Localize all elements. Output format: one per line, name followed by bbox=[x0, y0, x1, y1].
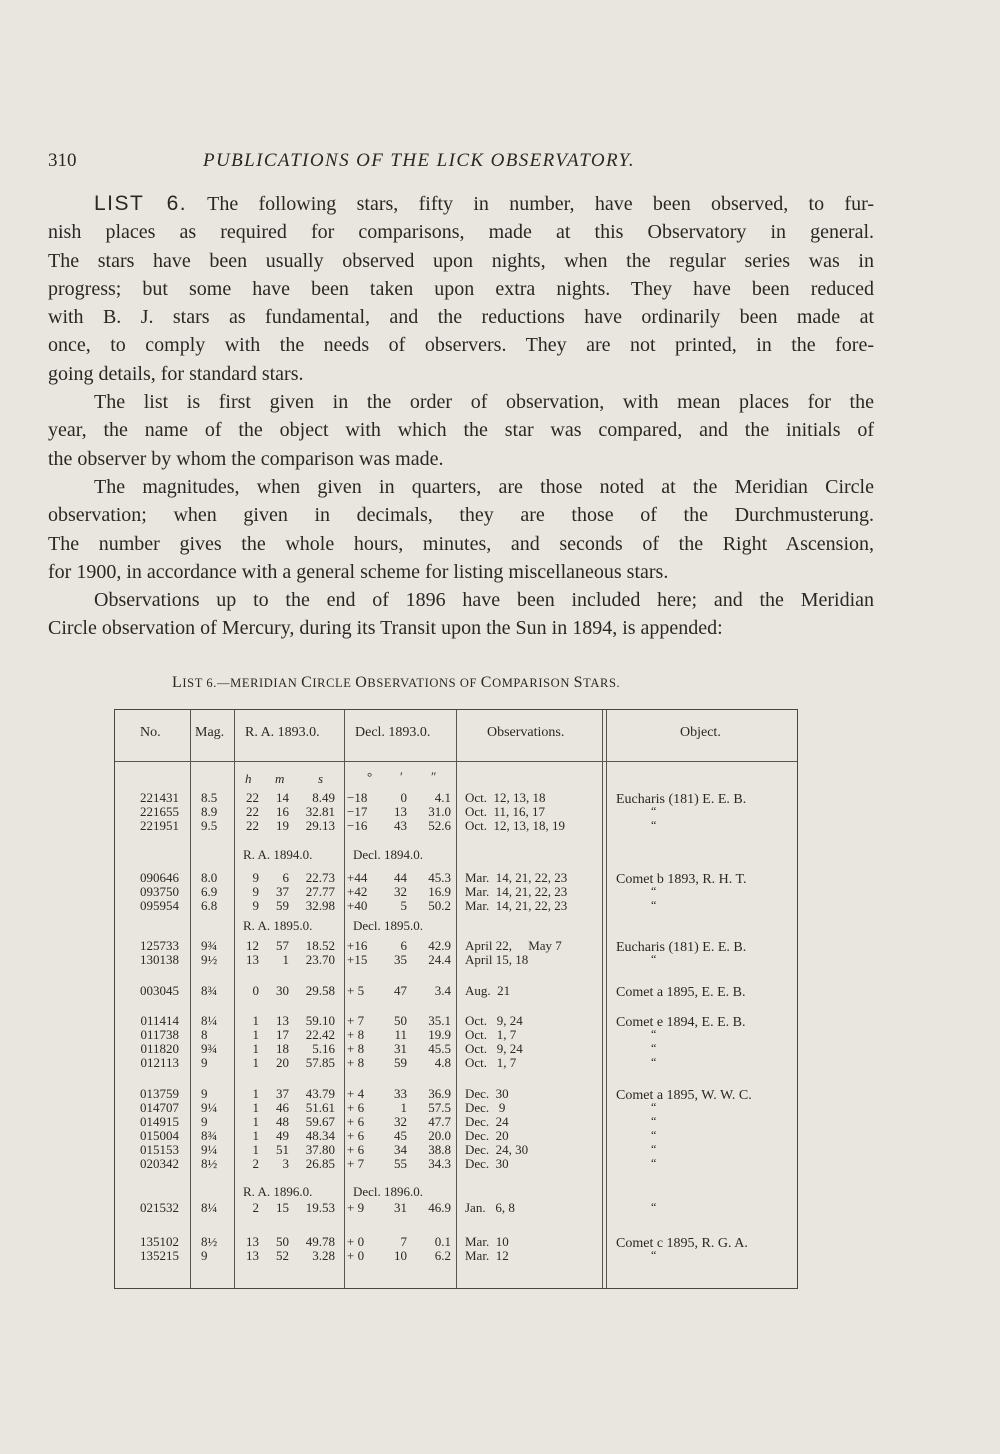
ra-seconds: 32.81 bbox=[305, 804, 335, 819]
decl-arcmin: 55 bbox=[394, 1156, 407, 1171]
decl-degrees: + 0 bbox=[347, 1234, 365, 1249]
decl-arcsec: 35.1 bbox=[428, 1013, 451, 1028]
ra-minutes: 48 bbox=[276, 1114, 289, 1129]
magnitude: 8¼ bbox=[201, 1013, 218, 1028]
ra-minutes: 51 bbox=[276, 1142, 289, 1157]
decl-degrees: + 9 bbox=[347, 1200, 365, 1215]
ra-seconds: 29.58 bbox=[305, 983, 335, 998]
observation-dates: Oct. 12, 13, 18 bbox=[465, 790, 546, 805]
decl-degrees: + 5 bbox=[347, 983, 365, 998]
star-number: 015153 bbox=[140, 1142, 179, 1157]
decl-arcsec: 4.1 bbox=[434, 790, 451, 805]
star-number: 021532 bbox=[140, 1200, 179, 1215]
column-rule bbox=[456, 710, 457, 1288]
caption-part: ERIDIAN bbox=[241, 676, 302, 690]
magnitude: 6.8 bbox=[201, 898, 218, 913]
intro-line: the observer by whom the comparison was made. bbox=[48, 447, 444, 470]
ra-hours: 1 bbox=[252, 1142, 259, 1157]
object-name: Comet c 1895, R. G. A. bbox=[616, 1236, 748, 1251]
ra-minutes: 1 bbox=[282, 952, 289, 967]
observation-dates: Dec. 24, 30 bbox=[465, 1142, 529, 1157]
decl-arcmin: 6 bbox=[400, 938, 407, 953]
magnitude: 9¼ bbox=[201, 1142, 218, 1157]
decl-degrees: + 6 bbox=[347, 1114, 365, 1129]
decl-arcmin: 59 bbox=[394, 1055, 407, 1070]
decl-arcmin: 33 bbox=[394, 1086, 407, 1101]
decl-arcsec: 6.2 bbox=[434, 1248, 451, 1263]
observation-dates: April 15, 18 bbox=[465, 952, 529, 967]
list-label: LIST 6. bbox=[94, 192, 188, 215]
observation-dates: Oct. 1, 7 bbox=[465, 1027, 517, 1042]
ra-hours: 22 bbox=[246, 818, 259, 833]
ditto-mark: “ bbox=[651, 804, 657, 818]
page-number: 310 bbox=[48, 150, 77, 171]
intro-line: going details, for standard stars. bbox=[48, 362, 304, 385]
observation-dates: Dec. 24 bbox=[465, 1114, 509, 1129]
ditto-mark: “ bbox=[651, 818, 657, 832]
star-number: 003045 bbox=[140, 983, 179, 998]
ra-hours: 1 bbox=[252, 1041, 259, 1056]
decl-degrees: −18 bbox=[347, 790, 368, 805]
ra-seconds: 51.61 bbox=[305, 1100, 335, 1115]
ra-minutes: 37 bbox=[276, 884, 289, 899]
page-header bbox=[48, 150, 878, 180]
ra-minutes: 19 bbox=[276, 818, 289, 833]
decl-degrees: +15 bbox=[347, 952, 368, 967]
star-number: 125733 bbox=[140, 938, 179, 953]
observation-dates: Dec. 30 bbox=[465, 1156, 509, 1171]
magnitude: 8½ bbox=[201, 1156, 218, 1171]
intro-line: The list is first given in the order of observation, with mean places for the bbox=[94, 391, 874, 414]
ra-minutes: 20 bbox=[276, 1055, 289, 1070]
decl-arcmin: 34 bbox=[394, 1142, 407, 1157]
star-number: 011820 bbox=[140, 1041, 179, 1056]
ra-seconds: 59.67 bbox=[305, 1114, 335, 1129]
ra-minutes: 13 bbox=[276, 1013, 289, 1028]
magnitude: 8¾ bbox=[201, 1128, 218, 1143]
decl-arcmin: 35 bbox=[394, 952, 407, 967]
ra-hours: 12 bbox=[246, 938, 259, 953]
object-name: Comet e 1894, E. E. B. bbox=[616, 1015, 746, 1030]
star-number: 135215 bbox=[140, 1248, 179, 1263]
ra-minutes: 30 bbox=[276, 983, 289, 998]
decl-degrees: + 6 bbox=[347, 1142, 365, 1157]
decl-arcmin: 32 bbox=[394, 884, 407, 899]
ditto-mark: “ bbox=[651, 1200, 657, 1214]
ra-minutes: 50 bbox=[276, 1234, 289, 1249]
ra-hours: 1 bbox=[252, 1013, 259, 1028]
header-ra: R. A. 1893.0. bbox=[245, 725, 320, 740]
ra-minutes: 46 bbox=[276, 1100, 289, 1115]
observation-dates: Dec. 30 bbox=[465, 1086, 509, 1101]
decl-arcsec: 45.5 bbox=[428, 1041, 451, 1056]
ditto-mark: “ bbox=[651, 952, 657, 966]
decl-arcsec: 4.8 bbox=[434, 1055, 451, 1070]
ra-hours: 13 bbox=[246, 1248, 259, 1263]
header-no: No. bbox=[140, 725, 161, 740]
intro-line: Observations up to the end of 1896 have been included here; and the Meridian bbox=[94, 589, 874, 612]
star-number: 011414 bbox=[140, 1013, 179, 1028]
ra-seconds: 59.10 bbox=[305, 1013, 335, 1028]
decl-arcsec: 20.0 bbox=[428, 1128, 451, 1143]
intro-line-text: The following stars, fifty in number, have been observed, to fur- bbox=[207, 193, 874, 215]
star-number: 011738 bbox=[140, 1027, 179, 1042]
ra-hours: 1 bbox=[252, 1055, 259, 1070]
decl-arcsec: 46.9 bbox=[428, 1200, 451, 1215]
decl-degrees: + 4 bbox=[347, 1086, 365, 1101]
ditto-mark: “ bbox=[651, 884, 657, 898]
star-number: 135102 bbox=[140, 1234, 179, 1249]
decl-arcmin: 11 bbox=[394, 1027, 407, 1042]
intro-line: for 1900, in accordance with a general scheme for listing miscellaneous stars. bbox=[48, 560, 669, 583]
ra-hours: 1 bbox=[252, 1086, 259, 1101]
ra-hours: 0 bbox=[252, 983, 259, 998]
magnitude: 8½ bbox=[201, 1234, 218, 1249]
observation-dates: Jan. 6, 8 bbox=[465, 1200, 515, 1215]
decl-degrees: + 7 bbox=[347, 1156, 365, 1171]
column-rule bbox=[602, 710, 603, 1288]
magnitude: 9 bbox=[201, 1248, 208, 1263]
epoch-ra-label: R. A. 1894.0. bbox=[243, 847, 313, 862]
decl-arcsec: 47.7 bbox=[428, 1114, 451, 1129]
ditto-mark: “ bbox=[651, 1128, 657, 1142]
decl-arcmin: 50 bbox=[394, 1013, 407, 1028]
observation-dates: Mar. 14, 21, 22, 23 bbox=[465, 884, 568, 899]
decl-arcsec: 0.1 bbox=[434, 1234, 451, 1249]
star-number: 095954 bbox=[140, 898, 179, 913]
decl-arcmin: 5 bbox=[400, 898, 407, 913]
object-name: Comet a 1895, E. E. B. bbox=[616, 985, 746, 1000]
ditto-mark: “ bbox=[651, 1142, 657, 1156]
ra-hours: 9 bbox=[252, 870, 259, 885]
magnitude: 6.9 bbox=[201, 884, 218, 899]
observation-dates: Mar. 10 bbox=[465, 1234, 509, 1249]
star-number: 090646 bbox=[140, 870, 179, 885]
ra-seconds: 8.49 bbox=[312, 790, 335, 805]
object-name: Comet a 1895, W. W. C. bbox=[616, 1088, 752, 1103]
ra-seconds: 22.42 bbox=[305, 1027, 335, 1042]
intro-line: observation; when given in decimals, they are those of the Durchmusterung. bbox=[48, 504, 874, 527]
observation-dates: Oct. 12, 13, 18, 19 bbox=[465, 818, 566, 833]
ra-seconds: 3.28 bbox=[312, 1248, 335, 1263]
decl-arcmin: 32 bbox=[394, 1114, 407, 1129]
caption-part: O bbox=[355, 674, 368, 691]
decl-degrees: + 8 bbox=[347, 1027, 365, 1042]
decl-arcmin: 44 bbox=[394, 870, 407, 885]
magnitude: 8 bbox=[201, 1027, 208, 1042]
magnitude: 9 bbox=[201, 1055, 208, 1070]
ra-minutes: 17 bbox=[276, 1027, 289, 1042]
ditto-mark: “ bbox=[651, 1055, 657, 1069]
decl-degrees: −17 bbox=[347, 804, 368, 819]
ra-minutes: 6 bbox=[282, 870, 289, 885]
magnitude: 9¼ bbox=[201, 1100, 218, 1115]
caption-part: C bbox=[301, 674, 313, 691]
ra-seconds: 23.70 bbox=[305, 952, 335, 967]
observation-dates: April 22, May 7 bbox=[465, 938, 562, 953]
ra-seconds: 32.98 bbox=[305, 898, 335, 913]
epoch-decl-label: Decl. 1896.0. bbox=[353, 1184, 424, 1199]
intro-text bbox=[48, 190, 874, 643]
decl-arcsec: 31.0 bbox=[428, 804, 451, 819]
observation-dates: Dec. 9 bbox=[465, 1100, 506, 1115]
intro-line: The magnitudes, when given in quarters, are those noted at the Meridian Circle bbox=[94, 475, 874, 498]
decl-degrees: + 8 bbox=[347, 1041, 365, 1056]
observation-dates: Oct. 9, 24 bbox=[465, 1041, 523, 1056]
magnitude: 8.5 bbox=[201, 790, 218, 805]
column-rule bbox=[190, 710, 191, 1288]
observation-dates: Mar. 14, 21, 22, 23 bbox=[465, 898, 568, 913]
magnitude: 9 bbox=[201, 1114, 208, 1129]
ditto-mark: “ bbox=[651, 1041, 657, 1055]
decl-degrees: + 0 bbox=[347, 1248, 365, 1263]
ra-hours: 1 bbox=[252, 1100, 259, 1115]
unit-arcmin: ′ bbox=[400, 769, 403, 784]
ra-seconds: 5.16 bbox=[312, 1041, 335, 1056]
star-number: 130138 bbox=[140, 952, 179, 967]
decl-arcmin: 43 bbox=[394, 818, 407, 833]
magnitude: 8.9 bbox=[201, 804, 218, 819]
caption-part: C bbox=[480, 674, 493, 691]
ra-minutes: 16 bbox=[276, 804, 289, 819]
decl-arcsec: 42.9 bbox=[428, 938, 451, 953]
ra-seconds: 19.53 bbox=[305, 1200, 335, 1215]
ra-minutes: 52 bbox=[276, 1248, 289, 1263]
magnitude: 9.5 bbox=[201, 818, 218, 833]
ra-hours: 22 bbox=[246, 790, 259, 805]
decl-arcsec: 50.2 bbox=[428, 898, 451, 913]
ra-hours: 9 bbox=[252, 884, 259, 899]
ra-minutes: 37 bbox=[276, 1086, 289, 1101]
decl-arcsec: 52.6 bbox=[428, 818, 451, 833]
ra-seconds: 27.77 bbox=[305, 884, 335, 899]
ditto-mark: “ bbox=[651, 1156, 657, 1170]
ditto-mark: “ bbox=[651, 1114, 657, 1128]
decl-arcsec: 34.3 bbox=[428, 1156, 451, 1171]
ra-hours: 9 bbox=[252, 898, 259, 913]
decl-degrees: +40 bbox=[347, 898, 368, 913]
object-name: Eucharis (181) E. E. B. bbox=[616, 940, 747, 955]
unit-degrees: ° bbox=[367, 769, 373, 784]
intro-line: nish places as required for comparisons, made at this Observatory in general. bbox=[48, 221, 874, 244]
ra-seconds: 18.52 bbox=[305, 938, 335, 953]
intro-line: with B. J. stars as fundamental, and the reductions have ordinarily been made at bbox=[48, 306, 874, 329]
ra-hours: 1 bbox=[252, 1114, 259, 1129]
ra-hours: 2 bbox=[252, 1200, 259, 1215]
decl-degrees: −16 bbox=[347, 818, 368, 833]
header-mag: Mag. bbox=[195, 725, 225, 740]
decl-arcmin: 0 bbox=[400, 790, 407, 805]
decl-degrees: + 7 bbox=[347, 1013, 365, 1028]
comparison-stars-table bbox=[114, 709, 798, 1289]
star-number: 013759 bbox=[140, 1086, 179, 1101]
epoch-ra-label: R. A. 1896.0. bbox=[243, 1184, 313, 1199]
caption-part: S bbox=[573, 674, 584, 691]
ra-hours: 1 bbox=[252, 1128, 259, 1143]
caption-part: OMPARISON bbox=[492, 676, 574, 690]
caption-part: IST 6.—M bbox=[182, 676, 242, 690]
ra-minutes: 3 bbox=[282, 1156, 289, 1171]
ra-seconds: 37.80 bbox=[305, 1142, 335, 1157]
observation-dates: Dec. 20 bbox=[465, 1128, 509, 1143]
decl-arcsec: 24.4 bbox=[428, 952, 451, 967]
decl-degrees: + 6 bbox=[347, 1128, 365, 1143]
intro-line: progress; but some have been taken upon extra nights. They have been reduced bbox=[48, 277, 874, 300]
ra-hours: 13 bbox=[246, 1234, 259, 1249]
star-number: 015004 bbox=[140, 1128, 179, 1143]
intro-line: Circle observation of Mercury, during its Transit upon the Sun in 1894, is appended: bbox=[48, 617, 723, 640]
ra-hours: 1 bbox=[252, 1027, 259, 1042]
ra-seconds: 29.13 bbox=[305, 818, 335, 833]
decl-arcsec: 38.8 bbox=[428, 1142, 451, 1157]
magnitude: 8¼ bbox=[201, 1200, 218, 1215]
decl-arcmin: 31 bbox=[394, 1200, 407, 1215]
ra-seconds: 26.85 bbox=[305, 1156, 335, 1171]
header-rule bbox=[115, 761, 797, 762]
ra-seconds: 43.79 bbox=[305, 1086, 335, 1101]
header-object: Object. bbox=[680, 725, 721, 740]
star-number: 093750 bbox=[140, 884, 179, 899]
column-rule bbox=[344, 710, 345, 1288]
decl-arcsec: 16.9 bbox=[428, 884, 451, 899]
star-number: 014707 bbox=[140, 1100, 179, 1115]
table-caption bbox=[172, 674, 620, 692]
ra-hours: 13 bbox=[246, 952, 259, 967]
observation-dates: Oct. 9, 24 bbox=[465, 1013, 523, 1028]
star-number: 221951 bbox=[140, 818, 179, 833]
unit-arcsec: ″ bbox=[431, 769, 437, 784]
decl-arcsec: 45.3 bbox=[428, 870, 451, 885]
unit-seconds: s bbox=[318, 771, 324, 786]
decl-arcsec: 57.5 bbox=[428, 1100, 451, 1115]
caption-part: L bbox=[172, 674, 183, 691]
running-title: PUBLICATIONS OF THE LICK OBSERVATORY. bbox=[203, 150, 636, 171]
ra-seconds: 22.73 bbox=[305, 870, 335, 885]
ditto-mark: “ bbox=[651, 898, 657, 912]
decl-arcmin: 47 bbox=[394, 983, 407, 998]
unit-minutes: m bbox=[275, 771, 285, 786]
ra-hours: 2 bbox=[252, 1156, 259, 1171]
magnitude: 9¾ bbox=[201, 938, 218, 953]
intro-line: once, to comply with the needs of observers. They are not printed, in the fore- bbox=[48, 334, 874, 357]
observation-dates: Oct. 1, 7 bbox=[465, 1055, 517, 1070]
caption-part: IRCLE bbox=[312, 676, 356, 690]
header-decl: Decl. 1893.0. bbox=[355, 725, 431, 740]
ra-seconds: 57.85 bbox=[305, 1055, 335, 1070]
decl-arcsec: 19.9 bbox=[428, 1027, 451, 1042]
decl-arcmin: 45 bbox=[394, 1128, 407, 1143]
star-number: 012113 bbox=[140, 1055, 179, 1070]
unit-hours: h bbox=[245, 771, 252, 786]
ra-minutes: 57 bbox=[276, 938, 289, 953]
intro-line: year, the name of the object with which the star was compared, and the initials of bbox=[48, 419, 874, 442]
observation-dates: Aug. 21 bbox=[465, 983, 511, 998]
observation-dates: Oct. 11, 16, 17 bbox=[465, 804, 546, 819]
ditto-mark: “ bbox=[651, 1027, 657, 1041]
ra-minutes: 15 bbox=[276, 1200, 289, 1215]
decl-arcsec: 3.4 bbox=[434, 983, 451, 998]
magnitude: 8.0 bbox=[201, 870, 218, 885]
decl-degrees: + 8 bbox=[347, 1055, 365, 1070]
epoch-ra-label: R. A. 1895.0. bbox=[243, 918, 313, 933]
object-name: Eucharis (181) E. E. B. bbox=[616, 792, 747, 807]
decl-arcmin: 13 bbox=[394, 804, 407, 819]
intro-line: The number gives the whole hours, minutes, and seconds of the Right Ascension, bbox=[48, 532, 874, 555]
ra-minutes: 49 bbox=[276, 1128, 289, 1143]
decl-degrees: +42 bbox=[347, 884, 368, 899]
ra-hours: 22 bbox=[246, 804, 259, 819]
magnitude: 8¾ bbox=[201, 983, 218, 998]
intro-line: The stars have been usually observed upon nights, when the regular series was in bbox=[48, 249, 874, 272]
ditto-mark: “ bbox=[651, 1100, 657, 1114]
object-name: Comet b 1893, R. H. T. bbox=[616, 872, 747, 887]
decl-arcmin: 31 bbox=[394, 1041, 407, 1056]
star-number: 221431 bbox=[140, 790, 179, 805]
decl-arcsec: 36.9 bbox=[428, 1086, 451, 1101]
observation-dates: Mar. 12 bbox=[465, 1248, 509, 1263]
caption-part: BSERVATIONS OF bbox=[367, 676, 481, 690]
star-number: 020342 bbox=[140, 1156, 179, 1171]
intro-line bbox=[48, 190, 874, 218]
epoch-decl-label: Decl. 1894.0. bbox=[353, 847, 424, 862]
ra-minutes: 18 bbox=[276, 1041, 289, 1056]
observation-dates: Mar. 14, 21, 22, 23 bbox=[465, 870, 568, 885]
ra-seconds: 49.78 bbox=[305, 1234, 335, 1249]
ra-minutes: 59 bbox=[276, 898, 289, 913]
decl-degrees: +44 bbox=[347, 870, 368, 885]
decl-arcmin: 7 bbox=[400, 1234, 407, 1249]
star-number: 014915 bbox=[140, 1114, 179, 1129]
magnitude: 9¾ bbox=[201, 1041, 218, 1056]
caption-part: TARS. bbox=[583, 676, 621, 690]
star-number: 221655 bbox=[140, 804, 179, 819]
magnitude: 9½ bbox=[201, 952, 218, 967]
magnitude: 9 bbox=[201, 1086, 208, 1101]
column-rule bbox=[606, 710, 607, 1288]
decl-degrees: + 6 bbox=[347, 1100, 365, 1115]
epoch-decl-label: Decl. 1895.0. bbox=[353, 918, 424, 933]
decl-arcmin: 1 bbox=[400, 1100, 407, 1115]
decl-arcmin: 10 bbox=[394, 1248, 407, 1263]
decl-degrees: +16 bbox=[347, 938, 368, 953]
ditto-mark: “ bbox=[651, 1248, 657, 1262]
ra-minutes: 14 bbox=[276, 790, 289, 805]
header-observations: Observations. bbox=[487, 725, 565, 740]
ra-seconds: 48.34 bbox=[305, 1128, 335, 1143]
